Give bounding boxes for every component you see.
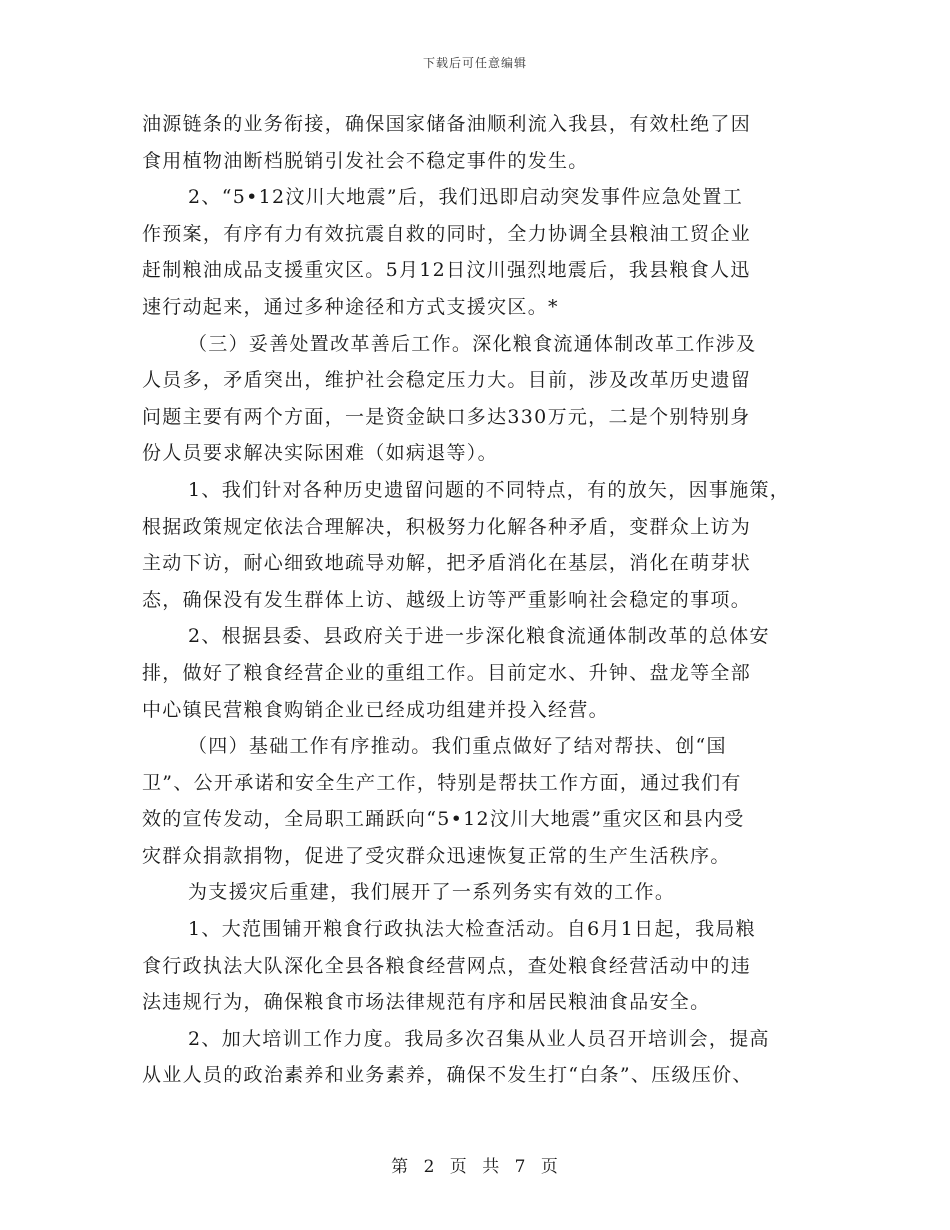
text-line: 人员多，矛盾突出，维护社会稳定压力大。目前，涉及改革历史遗留 [142,369,752,392]
current-page-number: 2 [423,1157,436,1177]
text-line: 速行动起来，通过多种途径和方式支援灾区。* [142,295,559,318]
text-line: 2、加大培训工作力度。我局多次召集从业人员召开培训会，提高 [188,1027,770,1050]
page-header: 下载后可任意编辑 [422,56,527,70]
text-line: （三）妥善处置改革善后工作。深化粮食流通体制改革工作涉及 [188,332,757,355]
text-line: 根据政策规定依法合理解决，积极努力化解各种矛盾，变群众上访为 [142,515,752,538]
text-line: 灾群众捐款捐物，促进了受灾群众迅速恢复正常的生产生活秩序。 [142,844,731,867]
page-footer [0,1152,950,1177]
text-line: 份人员要求解决实际困难（如病退等）。 [142,442,498,465]
text-line: 2、根据县委、县政府关于进一步深化粮食流通体制改革的总体安 [188,625,770,648]
text-line: 问题主要有两个方面，一是资金缺口多达330万元，二是个别特别身 [142,405,751,428]
text-line: 作预案，有序有力有效抗震自救的同时，全力协调全县粮油工贸企业 [142,222,752,245]
total-page-count: 7 [514,1157,527,1177]
text-line: 油源链条的业务衔接，确保国家储备油顺利流入我县，有效杜绝了因 [142,113,752,135]
text-line: 从业人员的政治素养和业务素养，确保不发生打“白条”、压级压价、 [142,1064,753,1087]
text-line: 排，做好了粮食经营企业的重组工作。目前定水、升钟、盘龙等全部 [142,661,752,684]
document-body [142,106,812,1094]
text-line: 中心镇民营粮食购销企业已经成功组建并投入经营。 [142,698,609,721]
footer-ye: 页 [540,1157,559,1177]
footer-di: 第 [391,1157,410,1177]
text-line: 态，确保没有发生群体上访、越级上访等严重影响社会稳定的事项。 [142,588,752,611]
text-line: 卫”、公开承诺和安全生产工作，特别是帮扶工作方面，通过我们有 [142,771,742,794]
text-line: 法违规行为，确保粮食市场法律规范有序和居民粮油食品安全。 [142,991,711,1014]
footer-ye: 页 [449,1157,468,1177]
text-line: 2、“5•12汶川大地震”后，我们迅即启动突发事件应急处置工 [188,186,743,209]
text-line: 为支援灾后重建，我们展开了一系列务实有效的工作。 [188,881,676,904]
text-line: 1、大范围铺开粮食行政执法大检查活动。自6月1日起，我局粮 [188,918,756,941]
text-line: （四）基础工作有序推动。我们重点做好了结对帮扶、创“国 [188,735,727,758]
text-line: 赶制粮油成品支援重灾区。5月12日汶川强烈地震后，我县粮食人迅 [142,259,751,282]
footer-gong: 共 [482,1157,501,1177]
text-line: 食行政执法大队深化全县各粮食经营网点，查处粮食经营活动中的违 [142,954,752,977]
text-line: 1、我们针对各种历史遗留问题的不同特点，有的放矢，因事施策， [188,478,791,501]
text-line: 食用植物油断档脱销引发社会不稳定事件的发生。 [142,149,589,172]
text-line: 效的宣传发动，全局职工踊跃向“5•12汶川大地震”重灾区和县内受 [142,808,745,831]
text-line: 主动下访，耐心细致地疏导劝解，把矛盾消化在基层，消化在萌芽状 [142,552,752,575]
